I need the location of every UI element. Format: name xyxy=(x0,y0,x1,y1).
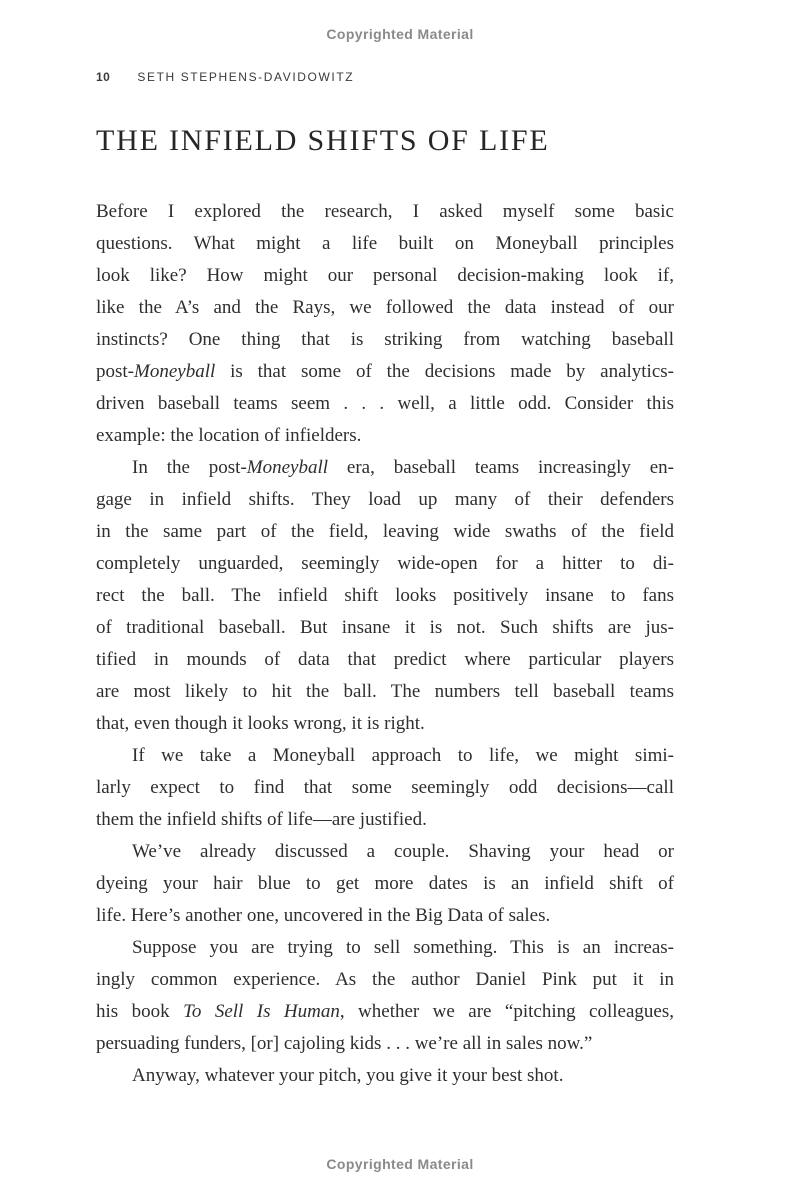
paragraph xyxy=(96,932,674,1060)
paragraph xyxy=(96,196,674,452)
text-line xyxy=(96,260,674,292)
text-line xyxy=(96,388,674,420)
text-segment: Suppose you are trying to sell something. This is an increas- xyxy=(132,937,674,958)
text-segment: We’ve already discussed a couple. Shaving your head or xyxy=(132,841,674,862)
author-name: SETH STEPHENS-DAVIDOWITZ xyxy=(137,70,355,84)
text-line xyxy=(96,324,674,356)
body-text xyxy=(96,196,674,1092)
text-segment: tified in mounds of data that predict where particular players xyxy=(96,649,674,670)
text-segment: questions. What might a life built on Moneyball principles xyxy=(96,233,674,254)
text-segment: larly expect to find that some seemingly odd decisions—call xyxy=(96,777,674,798)
text-segment: dyeing your hair blue to get more dates is an infield shift of xyxy=(96,873,674,894)
text-line xyxy=(96,452,674,484)
page-number: 10 xyxy=(96,70,111,84)
text-line xyxy=(96,964,674,996)
text-line xyxy=(96,676,674,708)
paragraph xyxy=(96,836,674,932)
text-line xyxy=(96,196,674,228)
text-segment: driven baseball teams seem . . . well, a little odd. Consider this xyxy=(96,393,674,414)
text-segment: post- xyxy=(96,361,134,382)
text-line xyxy=(96,548,674,580)
text-line xyxy=(96,836,674,868)
text-segment: Anyway, whatever your pitch, you give it your best shot. xyxy=(132,1065,564,1086)
italic-text: Moneyball xyxy=(246,457,329,478)
paragraph xyxy=(96,1060,674,1092)
text-line xyxy=(96,644,674,676)
text-line xyxy=(96,1028,674,1060)
italic-text: Moneyball xyxy=(134,361,216,382)
text-segment: is that some of the decisions made by analytics- xyxy=(215,361,674,382)
text-segment: persuading funders, [or] cajoling kids . . . we’re all in sales now.” xyxy=(96,1033,593,1054)
text-line xyxy=(96,868,674,900)
text-line xyxy=(96,900,674,932)
copyright-notice-bottom: Copyrighted Material xyxy=(326,1156,474,1172)
text-segment: ingly common experience. As the author Daniel Pink put it in xyxy=(96,969,674,990)
text-line xyxy=(96,708,674,740)
italic-text: To Sell Is Human xyxy=(183,1001,340,1022)
text-line xyxy=(96,420,674,452)
text-line xyxy=(96,612,674,644)
text-segment: If we take a Moneyball approach to life, we might simi- xyxy=(132,745,674,766)
text-segment: of traditional baseball. But insane it is not. Such shifts are jus- xyxy=(96,617,674,638)
text-segment: like the A’s and the Rays, we followed the data instead of our xyxy=(96,297,674,318)
text-segment: rect the ball. The infield shift looks positively insane to fans xyxy=(96,585,674,606)
text-segment: example: the location of infielders. xyxy=(96,425,362,446)
copyright-notice-top: Copyrighted Material xyxy=(326,26,474,42)
text-segment: them the infield shifts of life—are justified. xyxy=(96,809,427,830)
text-line xyxy=(96,996,674,1028)
text-segment: , whether we are “pitching colleagues, xyxy=(339,1001,674,1022)
paragraph xyxy=(96,740,674,836)
text-line xyxy=(96,932,674,964)
text-segment: look like? How might our personal decision-making look if, xyxy=(96,265,674,286)
text-line xyxy=(96,804,674,836)
text-segment: are most likely to hit the ball. The numbers tell baseball teams xyxy=(96,681,674,702)
paragraph xyxy=(96,452,674,740)
text-segment: life. Here’s another one, uncovered in the Big Data of sales. xyxy=(96,905,551,926)
text-segment: era, baseball teams increasingly en- xyxy=(328,457,674,478)
running-header xyxy=(96,70,354,84)
text-segment: instincts? One thing that is striking from watching baseball xyxy=(96,329,674,350)
text-line xyxy=(96,740,674,772)
text-line xyxy=(96,484,674,516)
text-line xyxy=(96,228,674,260)
text-line xyxy=(96,356,674,388)
chapter-title: THE INFIELD SHIFTS OF LIFE xyxy=(96,124,550,157)
text-segment: Before I explored the research, I asked myself some basic xyxy=(96,201,674,222)
text-segment: his book xyxy=(96,1001,184,1022)
text-segment: completely unguarded, seemingly wide-open for a hitter to di- xyxy=(96,553,674,574)
text-line xyxy=(96,516,674,548)
text-line xyxy=(96,580,674,612)
text-segment: in the same part of the field, leaving wide swaths of the field xyxy=(96,521,674,542)
text-segment: In the post- xyxy=(132,457,247,478)
text-line xyxy=(96,1060,674,1092)
text-line xyxy=(96,772,674,804)
text-segment: gage in infield shifts. They load up many of their defenders xyxy=(96,489,674,510)
text-line xyxy=(96,292,674,324)
text-segment: that, even though it looks wrong, it is right. xyxy=(96,713,425,734)
